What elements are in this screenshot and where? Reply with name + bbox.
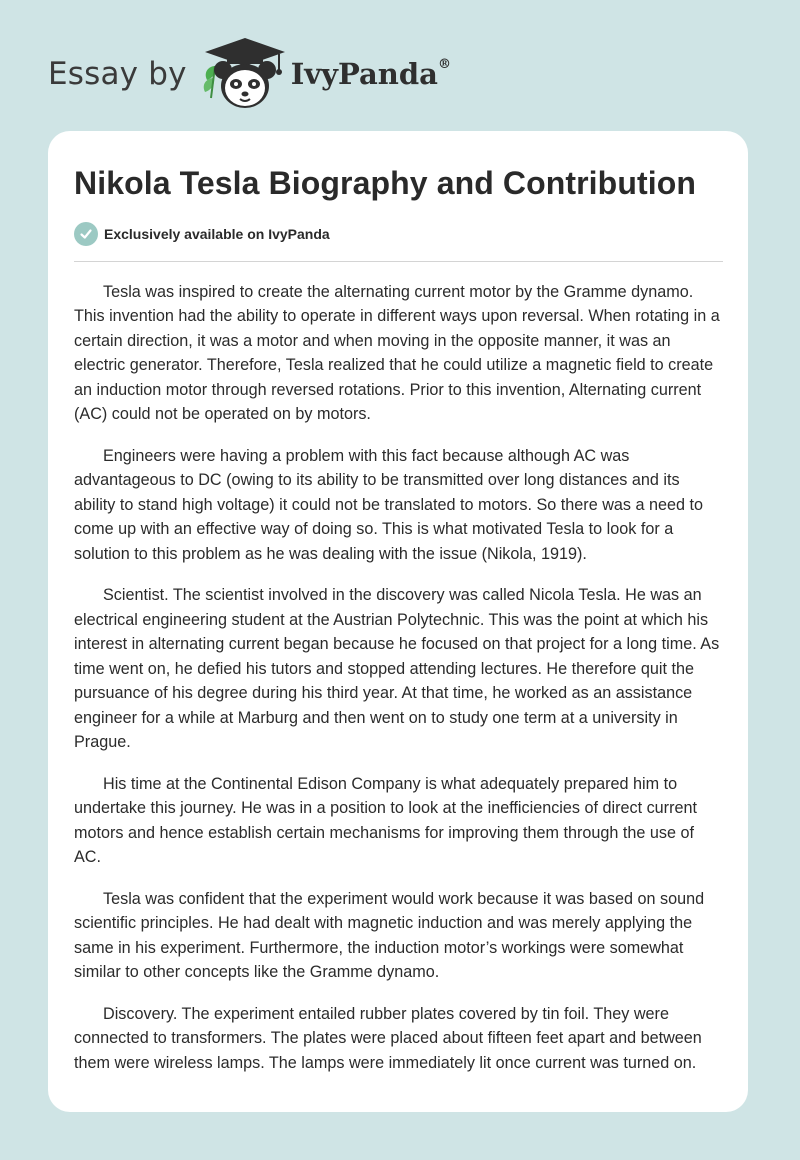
essay-card: [48, 131, 748, 1112]
divider: [74, 261, 723, 262]
essay-by-label: Essay by: [48, 55, 187, 92]
paragraph: Scientist. The scientist involved in the discovery was called Nicola Tesla. He was an electrical engineering student at the Austrian Polytechnic. This was the point at which his interest in alternating current began because he focused on that project for a long time. As time went on, he defied his tutors and stopped attending lectures. He therefore quit the pursuance of his degree during his third year. At that time, he worked as an assistance engineer for a while at Marburg and then went on to study one term at a university in Prague.: [74, 586, 720, 751]
exclusive-badge: [74, 222, 330, 246]
brand-name[interactable]: [290, 56, 451, 91]
check-circle-icon: [74, 222, 98, 246]
site-header: [48, 34, 451, 114]
registered-mark: ®: [437, 56, 451, 72]
brand-label: IvyPanda: [290, 56, 438, 91]
paragraph: His time at the Continental Edison Company is what adequately prepared him to undertake this journey. He was in a position to look at the inefficiencies of direct current motors and hence establish certain mechanisms for improving them through the use of AC.: [74, 774, 697, 867]
panda-graduate-logo-icon[interactable]: [201, 36, 287, 112]
paragraph: Discovery. The experiment entailed rubber plates covered by tin foil. They were connected to transformers. The plates were placed about fifteen feet apart and between them were wireless lamps. The lamps were immediately lit once current was turned on.: [74, 1005, 702, 1072]
page-title: Nikola Tesla Biography and Contribution: [74, 165, 697, 201]
essay-body: [74, 280, 724, 1093]
paragraph: Tesla was confident that the experiment would work because it was based on sound scientific principles. He had dealt with magnetic induction and was merely applying the same in his experiment. Furthermore, the induction motor’s workings were somewhat similar to other concepts like the Gramme dynamo.: [74, 889, 705, 982]
paragraph: Tesla was inspired to create the alternating current motor by the Gramme dynamo. This invention had the ability to operate in different ways upon reversal. When rotating in a certain direction, it was a motor and when moving in the opposite manner, it was an electric generator. Therefore, Tesla realized that he could utilize a magnetic field to create an induction motor through reversed rotations. Prior to this invention, Alternating current (AC) could not be operated on by motors.: [74, 283, 720, 424]
paragraph: Engineers were having a problem with this fact because although AC was advantageous to DC (owing to its ability to be transmitted over long distances and its ability to stand high voltage) it could not be translated to motors. So there was a need to come up with an effective way of doing so. This is what motivated Tesla to look for a solution to this problem as he was dealing with the issue (Nikola, 1919).: [74, 446, 703, 563]
exclusive-badge-label: Exclusively available on IvyPanda: [104, 226, 330, 242]
